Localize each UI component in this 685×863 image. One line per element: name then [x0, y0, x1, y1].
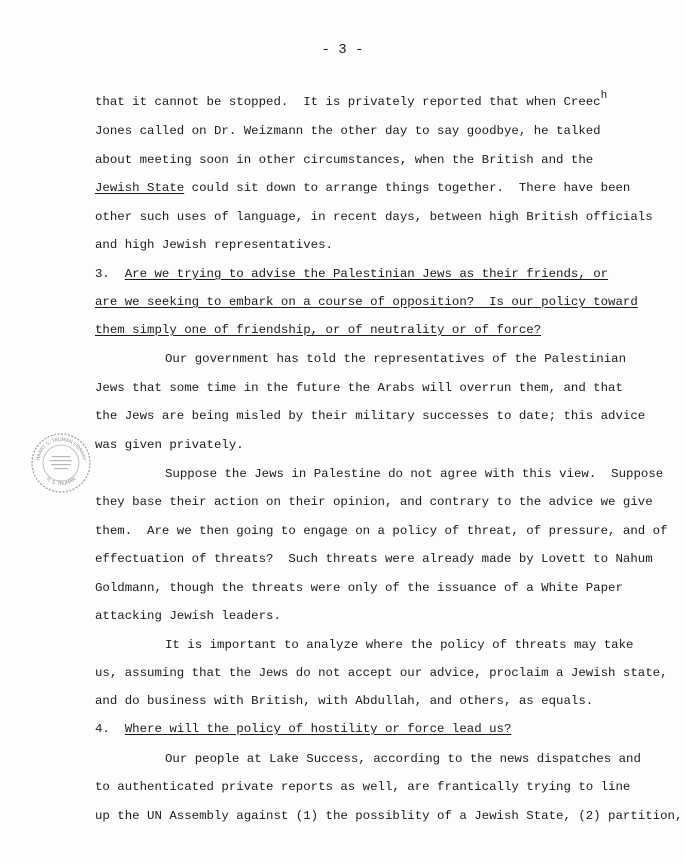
- body-line: [95, 180, 630, 196]
- body-line: Our government has told the representatives of the Palestinian: [165, 352, 627, 366]
- page-number: - 3 -: [321, 42, 364, 58]
- body-line: Our people at Lake Success, according to the news dispatches and: [165, 752, 641, 766]
- body-line: was given privately.: [95, 438, 244, 452]
- body-line: effectuation of threats? Such threats were already made by Lovett to Nahum: [95, 552, 653, 566]
- body-line: Goldmann, though the threats were only of the issuance of a White Paper: [95, 581, 623, 595]
- underlined-phrase: Jewish State: [95, 181, 185, 195]
- body-line: the Jews are being misled by their military successes to date; this advice: [95, 409, 646, 423]
- question-text: Are we trying to advise the Palestinian Jews as their friends, or: [124, 267, 609, 281]
- body-text: could sit down to arrange things together. There have been: [184, 181, 631, 195]
- question-4-heading: [95, 721, 511, 737]
- body-text: that it cannot be stopped. It is privately reported that when Creec: [95, 95, 601, 109]
- body-line: Jews that some time in the future the Arabs will overrun them, and that: [95, 381, 623, 395]
- stamp-ring-bottom-text: H. S. TRUMAN: [45, 477, 77, 488]
- body-line: and high Jewish representatives.: [95, 238, 333, 252]
- body-line: and do business with British, with Abdullah, and others, as equals.: [95, 694, 594, 708]
- question-text: Where will the policy of hostility or force lead us?: [124, 722, 512, 736]
- library-stamp-seal: [30, 432, 92, 494]
- body-line: about meeting soon in other circumstances, when the British and the: [95, 153, 594, 167]
- question-3-line: are we seeking to embark on a course of opposition? Is our policy toward: [95, 295, 638, 309]
- svg-text:H. S. TRUMAN: [45, 476, 77, 487]
- body-line: up the UN Assembly against (1) the possiblity of a Jewish State, (2) partition,: [95, 809, 683, 823]
- body-line: they base their action on their opinion, and contrary to the advice we give: [95, 495, 653, 509]
- question-3-heading: [95, 266, 608, 282]
- question-3-line: them simply one of friendship, or of neutrality or of force?: [95, 323, 542, 337]
- question-number: 4.: [95, 722, 125, 736]
- body-line: It is important to analyze where the policy of threats may take: [165, 638, 634, 652]
- handwritten-correction: h: [600, 90, 608, 102]
- body-line: [95, 90, 608, 111]
- body-line: Jones called on Dr. Weizmann the other day to say goodbye, he talked: [95, 124, 601, 138]
- body-line: other such uses of language, in recent days, between high British officials: [95, 210, 653, 224]
- body-line: attacking Jewish leaders.: [95, 609, 281, 623]
- body-line: them. Are we then going to engage on a policy of threat, of pressure, and of: [95, 524, 668, 538]
- body-line: us, assuming that the Jews do not accept our advice, proclaim a Jewish state,: [95, 666, 668, 680]
- question-number: 3.: [95, 267, 125, 281]
- body-line: to authenticated private reports as well, are frantically trying to line: [95, 780, 631, 794]
- body-line: Suppose the Jews in Palestine do not agree with this view. Suppose: [165, 467, 664, 481]
- stamp-ring-top-text: HARRY S. TRUMAN LIBRARY: [36, 437, 86, 461]
